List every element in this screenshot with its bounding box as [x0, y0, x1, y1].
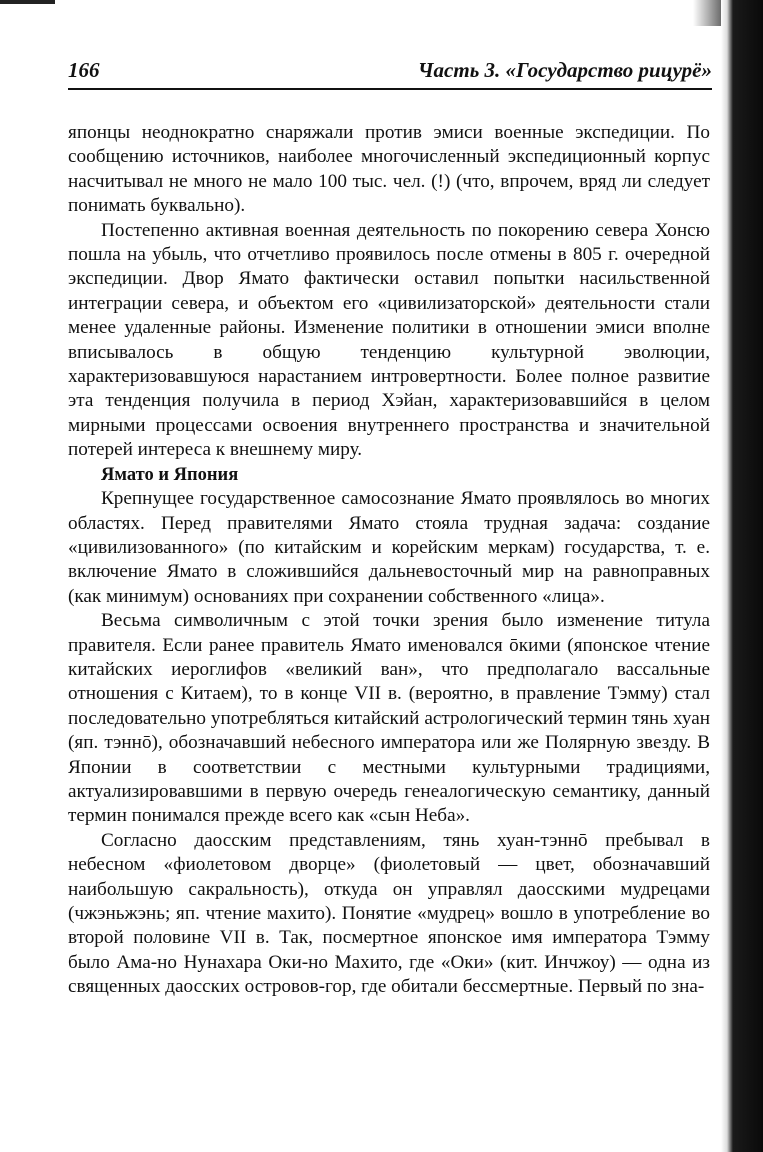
paragraph: Крепнущее государственное самосознание Ямато проявлялось во многих областях. Перед правителями Ямато стояла трудная задача: создание «цивилизованного» (по китайским и корейским меркам) государства, т. е. включение Ямато в сложившийся дальневосточный мир на равноправных (как минимум) основаниях при сохранении собственного «лица».	[68, 488, 710, 607]
paragraph: Согласно даосским представлениям, тянь хуан-тэннō пребывал в небесном «фиолетовом дворце» (фиолетовый — цвет, обозначавший наибольшую сакральность), откуда он управлял даосскими мудрецами (чжэньжэнь; яп. чтение махито). Понятие «мудрец» вошло в употребление во второй половине VII в. Так, посмертное японское имя императора Тэмму было Ама-но Нунахара Оки-но Махито, где «Оки» (кит. Инчжоу) — одна из священных даосских островов-гор, где обитали бессмертные. Первый по зна-	[68, 829, 710, 998]
page-number: 166	[68, 58, 100, 82]
paragraph: Весьма символичным с этой точки зрения было изменение титула правителя. Если ранее правитель Ямато именовался ōкими (японское чтение китайских иероглифов «великий ван», что предполагало вассальные отношения с Китаем), то в конце VII в. (вероятно, в правление Тэмму) стал последовательно употребляться китайский астрологический термин тянь хуан (яп. тэннō), обозначавший небесного императора или же Полярную звезду. В Японии в соответствии с местными культурными традициями, актуализировавшими в первую очередь генеалогическую семантику, данный термин понимался прежде всего как «сын Неба».	[68, 610, 710, 827]
section-title: Ямато и Япония	[101, 464, 239, 485]
scan-top-mark	[0, 0, 55, 4]
paragraph: Постепенно активная военная деятельность по покорению севера Хонсю пошла на убыль, что отчетливо проявилось после отмены в 805 г. очередной экспедиции. Двор Ямато фактически оставил попытки насильственной интеграции севера, и объектом его «цивилизаторской» деятельности стали менее удаленные районы. Изменение политики в отношении эмиси вполне вписывалось в общую тенденцию культурной эволюции, характеризовавшуюся нарастанием интровертности. Более полное развитие эта тенденция получила в период Хэйан, характеризовавшийся в целом мирными процессами освоения внутреннего пространства и значительной потерей интереса к внешнему миру.	[68, 219, 710, 461]
scan-binding-shadow	[721, 0, 763, 1152]
header-rule	[68, 88, 712, 90]
running-title: Часть 3. «Государство рицурё»	[417, 58, 712, 82]
body-text	[68, 121, 710, 1000]
paragraph: японцы неоднократно снаряжали против эмиси военные экспедиции. По сообщению источников, наиболее многочисленный экспедиционный корпус насчитывал не много не мало 100 тыс. чел. (!) (что, впрочем, вряд ли следует понимать буквально).	[68, 122, 710, 217]
